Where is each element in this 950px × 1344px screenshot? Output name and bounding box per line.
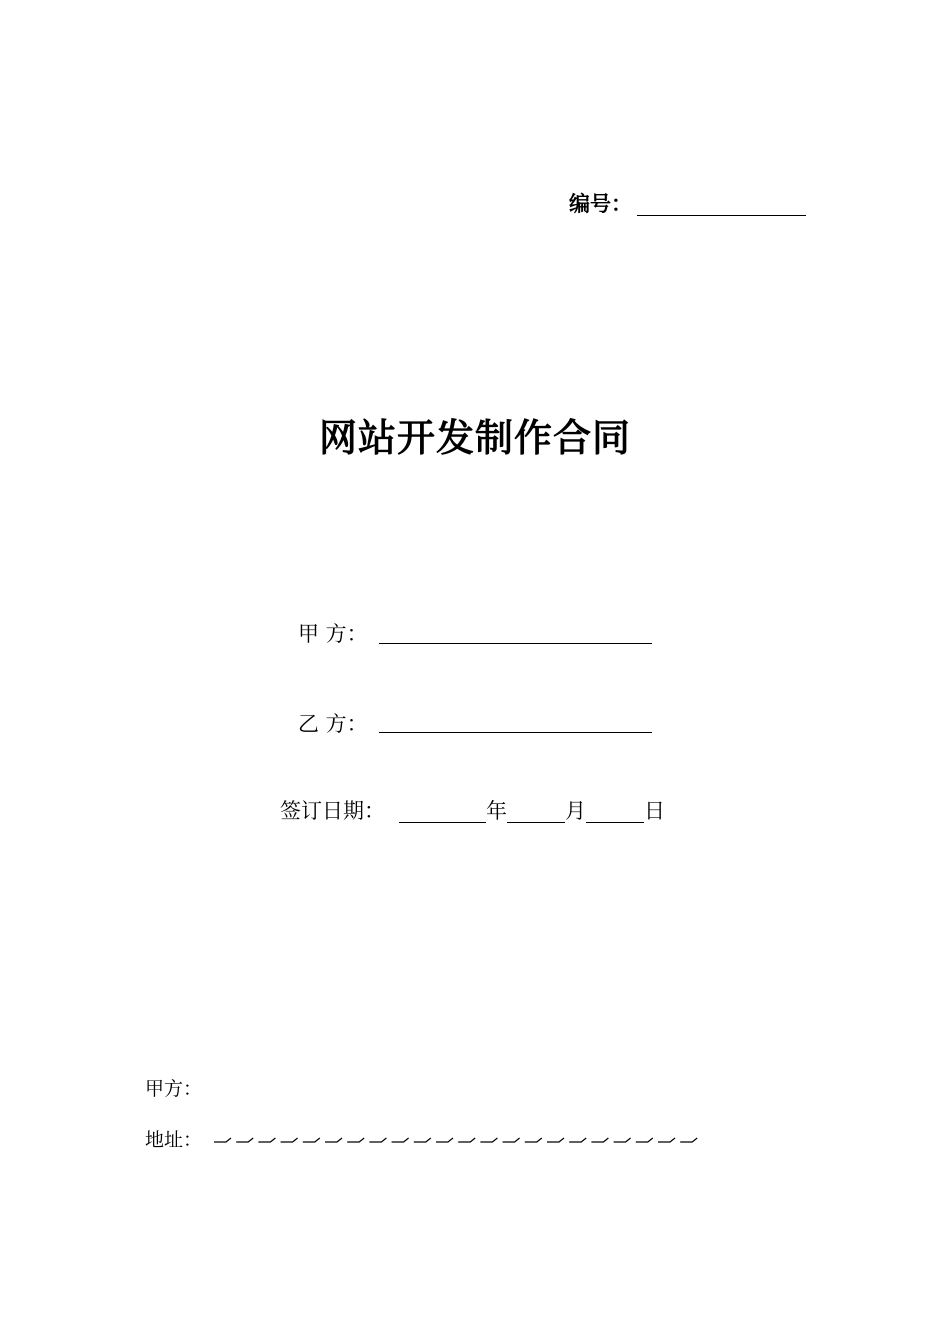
dash-mark [236,1138,253,1142]
party-b-label: 乙 方： [298,712,368,736]
dash-mark [525,1138,542,1142]
dash-mark [414,1138,431,1142]
dash-mark [303,1138,320,1142]
dash-mark [458,1138,475,1142]
dash-mark [392,1138,409,1142]
dash-mark [281,1138,298,1142]
body-party-a-label: 甲方： [145,1078,203,1100]
dash-mark [325,1138,342,1142]
dash-mark [547,1138,564,1142]
party-a-blank[interactable] [379,643,652,644]
document-title: 网站开发制作合同 [318,416,631,460]
year-unit: 年 [486,799,507,823]
serial-number-blank[interactable] [637,215,806,216]
day-blank[interactable] [586,798,644,823]
party-b-blank[interactable] [379,732,652,733]
dash-mark [591,1138,608,1142]
dash-mark [569,1138,586,1142]
serial-number-label: 编号： [569,192,632,216]
address-fill-line[interactable] [212,1132,702,1148]
dash-mark [258,1138,275,1142]
month-unit: 月 [565,799,586,823]
dash-mark [680,1138,697,1142]
dash-mark [214,1138,231,1142]
dash-mark [503,1138,520,1142]
dash-mark [436,1138,453,1142]
dash-mark [636,1138,653,1142]
dash-mark [658,1138,675,1142]
body-address-label: 地址： [145,1129,203,1151]
signing-date-row [280,796,665,826]
dash-mark [614,1138,631,1142]
dash-mark [480,1138,497,1142]
signing-date-label: 签订日期： [280,799,385,823]
dash-mark [369,1138,386,1142]
day-unit: 日 [644,799,665,823]
year-blank[interactable] [399,798,486,823]
party-a-label: 甲 方： [298,622,368,646]
dash-mark [347,1138,364,1142]
month-blank[interactable] [507,798,565,823]
